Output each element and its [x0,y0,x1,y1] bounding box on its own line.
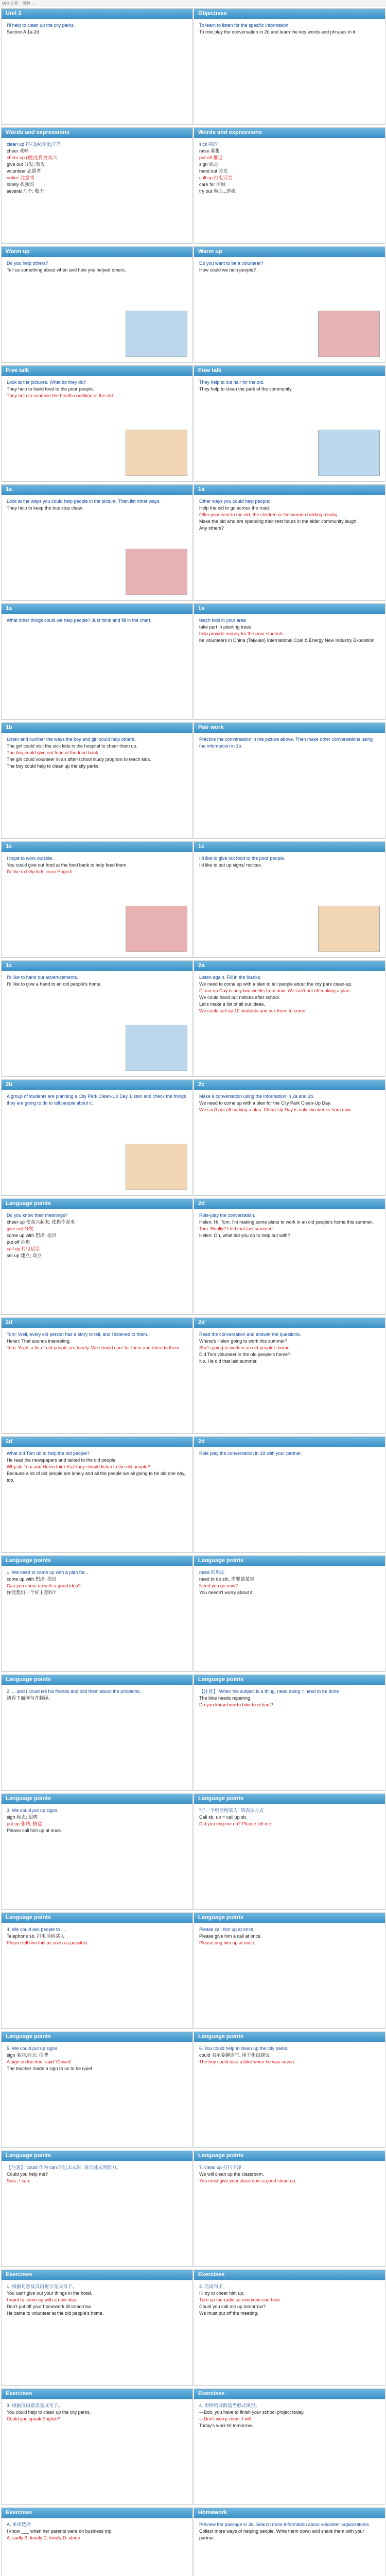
slide-body [194,733,385,753]
slide-body [2,19,192,39]
slide-text-line: could 表示委婉语气, 用于提出建议。 [199,2053,275,2058]
slide-heading: 2d [194,1199,385,1209]
slide-picture [318,430,380,476]
slide-text-line: I'd like to give out food to the poor people. [199,856,285,861]
slide-text-line: Please ring him up at once. [199,1940,256,1946]
slide-text-line: A. 单项选择 [7,2522,31,2527]
slide-text-line: —Don't worry, mum. I will. [199,2416,253,2422]
slide-text-line: To learn to listen for the specific information [199,23,289,28]
slide-text-line: Helen: Oh, what did you do to help out with? [199,1233,290,1239]
slide-text-line: Why do Tom and Helen think that they should listen to the old people? [7,1464,150,1470]
slide [194,484,385,601]
slide-body [2,1328,192,1354]
slide-text-line: help provide money for the poor students [199,631,284,637]
slide-text-line: Could you help me? [7,2172,48,2177]
slide-body [2,376,192,402]
slide-body [194,1923,385,1950]
slide-text-line: She's going to work in an old people's home. [199,1345,291,1351]
slide-text-line: We will clean up the classroom. [199,2172,264,2177]
slide-text-line: care for 照顾 [199,182,226,188]
slide-text-line: We could hand out notices after school. [199,995,280,1001]
slide-body [194,2399,385,2432]
slide-text-line: We need to come up with a plan to tell people about the city park clean-up. [199,981,353,987]
slide-text-line: put off 推迟 [199,155,223,161]
slide-picture [318,311,380,357]
slide-heading: Language points [194,1556,385,1566]
slide-body [194,1447,385,1460]
slide-text-line: They help to examine the health condition of the old. [7,393,114,399]
slide-text-line: Make a conversation using the information in 2a and 2b. [199,1094,314,1099]
slide-text-line: 请看下面例句并翻译。 [7,1696,54,1701]
slide-text-line: I want to come up with a new idea. [7,2297,78,2303]
slide-text-line: volunteer 志愿者 [7,168,41,174]
slide-body [2,1090,192,1110]
slide-text-line: 6. You could help to clean up the city parks. [199,2046,289,2051]
slide-heading: Language points [2,1675,192,1685]
slide-text-line: need to do sth. 需要做某事 [199,1577,255,1582]
slide-picture [126,311,187,357]
slide [1,1436,193,1553]
slide-body [2,2280,192,2320]
slide-text-line: teach kids in your area [199,618,246,623]
slide-text-line: give out 分发 [7,1226,34,1232]
slide-text-line: Did Tom volunteer in the old people's home? [199,1352,291,1358]
slide-body [194,614,385,647]
slide [1,2150,193,2267]
slide-text-line: A. sadly B. lonely C. lonely D. alone [7,2535,80,2541]
slide-heading: 2d [194,1318,385,1328]
slide-text-line: We need to come up with a plan for the City Park Clean-Up Day. [199,1100,331,1106]
slide-heading: 2c [194,1080,385,1090]
slide-text-line: lonely 孤独的 [7,182,34,188]
slide-body [2,733,192,773]
slide-heading: Language points [194,1913,385,1923]
slide-body [2,1804,192,1837]
slide-text-line: Please tell him this as soon as possible. [7,1940,89,1946]
slide-body [2,1447,192,1487]
slide-heading: Exercises [2,2389,192,2399]
slide-text-line: sign 名词,标志; 招牌 [7,2053,48,2058]
slide-body [194,971,385,1018]
slide-text-line: Turn up the radio so everyone can hear. [199,2297,282,2303]
slide-body [2,1209,192,1262]
slide [1,127,193,244]
slide-text-line: Make the old who are spending their rest hours in the elder community laugh. [199,519,358,524]
slide-text-line: Do you help others? [7,261,48,266]
slide-text-line: Because a lot of old people are lonely and all the people we all going to be old one day, too. [7,1471,186,1483]
slide [1,1079,193,1196]
slide-text-line: You could give out food at the food bank to help feed them. [7,862,128,868]
slide-body [2,1566,192,1599]
slide-text-line: I'll help to clean up the city parks. [7,23,75,28]
slide-heading: 1c [2,842,192,852]
slide [194,841,385,958]
slide [194,1555,385,1672]
slide-text-line: What did Tom do to help the old people? [7,1451,90,1456]
slide [194,2150,385,2267]
slide [194,1674,385,1791]
slide-body [2,971,192,991]
slide [194,1436,385,1553]
slide [194,1793,385,1910]
slide [194,127,385,244]
slide-text-line: They help to keep the bus stop clean. [7,505,84,511]
slide [1,603,193,720]
slide-body [194,1804,385,1831]
slide-heading: Pair work [194,723,385,733]
slide-heading: 1b [2,723,192,733]
slide [1,365,193,482]
slide-text-line: You can't give out your things in the hotel. [7,2291,92,2296]
slide-text-line: 5. We could put up signs. [7,2046,59,2051]
slide-heading: Words and expressions [194,128,385,138]
slide [1,1317,193,1434]
slide-text-line: Did you ring me up? Please tell me. [199,1821,273,1827]
slide-heading: 1a [194,485,385,495]
slide-text-line: sign 标志 [199,162,219,167]
slide-heading: Warm up [194,247,385,257]
slide-heading: 2d [194,1437,385,1447]
slide-text-line: The boy could help to clean up the city parks. [7,764,100,769]
slide-heading: Objectives [194,9,385,19]
slide-text-line: You must give your classroom a good clean up. [199,2178,296,2184]
slide-heading: 1c [2,961,192,971]
slide-text-line: Do you want to be a volunteer? [199,261,264,266]
slide-text-line: sign 标志; 招牌 [7,1815,38,1820]
slide-text-line: need 的用法 [199,1570,225,1575]
slide-text-line: Tom: Yeah, a lot of old people are lonely. We should care for them and listen to them. [7,1345,181,1351]
slide-body [194,2042,385,2069]
slide-text-line: You could help to clean up the city parks. [7,2410,91,2415]
slide-text-line: Other ways you could help people: [199,499,271,504]
slide-text-line: Listen and number the ways the boy and girl could help others. [7,737,136,742]
slide-picture [126,430,187,476]
slide-text-line: I hope to work outside. [7,856,54,861]
slide-text-line: Could you call me up tomorrow? [199,2304,266,2310]
slide-text-line: “打一个电话给某人” 的表达方式 [199,1808,264,1813]
slide-body [2,257,192,277]
slide-heading: Free talk [2,366,192,376]
slide-text-line: Tom: Really? I did that last summer! [199,1226,273,1232]
slide-text-line: Section A 1a-2d [7,29,40,35]
slide-heading: 2b [2,1080,192,1090]
slide-text-line: set up 建立; 设立 [7,1253,42,1259]
slide-text-line: Tom: Well, every old person has a story to tell, and I listened to them. [7,1332,148,1337]
slide-heading: Homework [194,2508,385,2518]
slide-text-line: 2. 完成句子。 [199,2284,228,2289]
slide [194,2269,385,2386]
slide-text-line: Do you know their meanings? [7,1213,68,1218]
slide-text-line: He came to volunteer at the old people's home. [7,2311,104,2316]
slide-body [2,614,192,627]
slide [194,603,385,720]
slide-text-line: be volunteers in China (Taiyuan) International Coal & Energy New Industry Exposition [199,638,375,643]
slide-text-line: I'd like to give a hand to an old people's home. [7,981,102,987]
slide-text-line: try out 参加...选拔 [199,189,236,194]
slide-heading: Exercises [194,2270,385,2280]
slide-text-line: Telephone sb. 打电话给某人 [7,1934,65,1939]
slide-heading: Free talk [194,366,385,376]
slide [194,246,385,363]
slide-text-line: give out 分发; 散发 [7,162,46,167]
slide-text-line: hand out 分发 [199,168,228,174]
slide-text-line: The teacher made a sign to us to be quiet. [7,2066,94,2072]
slide-heading: Unit 2 [2,9,192,19]
slide-heading: Language points [194,1675,385,1685]
slide-text-line: We must put off the meeting. [199,2311,258,2316]
slide [1,484,193,601]
slide-text-line: Preview the passage in 3a. Search more information about volunteer organizations. [199,2522,371,2527]
slide-body [194,376,385,396]
slide [1,1793,193,1910]
slide-text-line: Please call him up at once. [7,1828,62,1834]
slide-heading: Language points [2,1199,192,1209]
slide [194,2507,385,2576]
slide-text-line: 4. We could ask people to ... [7,1927,65,1932]
slide [194,365,385,482]
slide-heading: Language points [2,2151,192,2161]
slide [194,1912,385,2029]
slide-body [194,1209,385,1242]
slide-text-line: To role play the conversation in 2d and learn the key words and phrases in it [199,29,356,35]
slide [1,2507,193,2576]
slide-heading: Language points [194,2032,385,2042]
slide-heading: 2a [194,961,385,971]
slide-text-line: call up 打电话给 [199,175,233,181]
slide-text-line: clean up 打扫(或清除)干净 [7,142,61,147]
slide-body [194,1566,385,1599]
slide-heading: 1a [194,604,385,614]
slide-heading: Exercises [2,2508,192,2518]
slide-text-line: The boy could give out food at the food bank. [7,750,100,756]
slide-text-line: 2. ... and I could tell his friends and told them about the problems. [7,1689,141,1694]
slide-text-line: He read the newspapers and talked to the old people. [7,1458,117,1463]
slide-heading: Language points [2,1913,192,1923]
slide-text-line: Practice the conversation in the picture above. Then make other conversations using the information in 1b. [199,737,373,749]
slide-text-line: Let's make a list of all our ideas. [199,1002,265,1007]
slide-heading: Language points [194,2151,385,2161]
slide-text-line: Today's work till tomorrow. [199,2423,253,2429]
slide-heading: 2d [2,1437,192,1447]
slide [1,1912,193,2029]
slide-text-line: Can you come up with a good idea? [7,1583,81,1589]
slide-text-line: 7. clean up 打扫干净 [199,2165,242,2170]
slide-body [2,1685,192,1705]
slide-body [194,2518,385,2545]
slide-text-line: They help to cut hair for the old. [199,380,265,385]
slide [1,8,193,125]
slide-text-line: A sign on the door said 'Closed'. [7,2059,73,2065]
slide-text-line: 【注意】 When the subject is a thing, need doing = need to be done [199,1689,339,1694]
slide-text-line: 3. We could put up signs. [7,1808,59,1813]
slide-heading: Exercises [2,2270,192,2280]
slide-text-line: come up with 想出; 提出 [7,1577,57,1582]
slide [194,1079,385,1196]
slide [194,2388,385,2505]
slide-heading: Words and expressions [2,128,192,138]
slide-text-line: Read the conversation and answer the questions. [199,1332,301,1337]
slide-body [194,1685,385,1711]
slide-text-line: A group of students are planning a City Park Clean-Up Day. Listen and check the things they are going to do to tell people about it. [7,1094,186,1106]
slide-text-line: The bike needs repairing. [199,1696,252,1701]
slide-text-line: 1. We need to come up with a plan for... [7,1570,89,1575]
slide-heading: Language points [2,1556,192,1566]
slide [1,2031,193,2148]
slide-text-line: 1. 根据句意及汉语提示完成句子。 [7,2284,77,2289]
slide-text-line: The girl could volunteer in an after-school study program to teach kids. [7,757,151,762]
slide-text-line: Collect more ways of helping people. Write them down and share them with your partner. [199,2529,364,2541]
slide-text-line: No. He did that last summer. [199,1359,258,1364]
slide-text-line: 【注意】 could 作为 can 的过去式时, 表示过去的能力。 [7,2165,121,2170]
slide-heading: 2d [2,1318,192,1328]
slide-picture [126,906,187,952]
slide-text-line: I'd like to hand out advertisements. [7,975,78,980]
slide [194,722,385,839]
slide [194,2031,385,2148]
slide-text-line: —Bob, you have to finish your school project today. [199,2410,305,2415]
slide-heading: Exercises [194,2389,385,2399]
slide-text-line: sick 病的 [199,142,218,147]
slide-text-line: Where's Helen going to work this summer? [199,1338,288,1344]
slide [194,8,385,125]
slide-text-line: several 几个; 数个 [7,189,44,194]
slide-heading: 1c [194,842,385,852]
slide-body [194,138,385,198]
slide-text-line: Need you go now? [199,1583,238,1589]
slide-heading: 1a [2,604,192,614]
slide-picture [126,549,187,595]
slide-heading: Language points [194,1794,385,1804]
slide [1,246,193,363]
slide-body [194,1090,385,1116]
slide-text-line: raise 募集 [199,148,220,154]
slide [1,2388,193,2505]
slide-text-line: call up 打电话给 [7,1246,40,1252]
slide-body [194,495,385,535]
slide-heading: Language points [2,2032,192,2042]
slide [1,960,193,1077]
slide-picture [126,1025,187,1071]
top-bar-text: Unit 2 第一课时 ... [2,1,36,6]
slide-text-line: They help to clean the park of the community. [199,386,293,392]
top-bar [0,0,386,7]
slide-text-line: put off 推迟 [7,1240,30,1245]
slide [1,2269,193,2386]
slide-body [194,1328,385,1368]
slide-body [194,257,385,277]
slide-body [194,2161,385,2188]
slide [194,960,385,1077]
slide-heading: 1a [2,485,192,495]
slide-text-line: Please call him up at once. [199,1927,255,1932]
slide-text-line: What other things could we help people? Just think and fill in the chart. [7,618,152,623]
slide-text-line: Offer your seat to the old, the children or the women holding a baby. [199,512,339,518]
slide-text-line: You needn't worry about it. [199,1590,254,1596]
slide-body [194,19,385,39]
slide-body [2,2161,192,2188]
slide-text-line: 4. 用所给词的适当形式填空。 [199,2403,260,2408]
slide-text-line: Don't put off your homework till tomorrow. [7,2304,92,2310]
slide [1,1674,193,1791]
slide-heading: Warm up [2,247,192,257]
slide [1,1198,193,1315]
slide-text-line: Could you speak English? [7,2416,61,2422]
slide-text-line: I'd like to put up signs/ notices. [199,862,262,868]
slide-text-line: Tell us something about when and how you helped others. [7,267,126,273]
slide [1,722,193,839]
slide-text-line: cheer up (使)变得更高兴 [7,155,57,161]
slide-text-line: We can't put off making a plan. Clean-Up Day is only two weeks from now. [199,1107,352,1113]
slide-text-line: Please give him a call at once. [199,1934,262,1939]
slide-text-line: Sure, I can. [7,2178,31,2184]
slide-text-line: We could call up 10 students and ask them to come. [199,1008,307,1014]
slide-body [2,2399,192,2426]
slide-text-line: Helen: That sounds interesting. [7,1338,71,1344]
slide-heading: Language points [2,1794,192,1804]
slide-text-line: The girl could visit the sick kids in the hospital to cheer them up. [7,743,138,749]
slide-text-line: Helen: Hi, Tom. I'm making some plans to work in an old people's home this summer. [199,1219,373,1225]
slide-text-line: cheer up 使高兴起来; 使振作起来 [7,1219,75,1225]
slide-body [2,2518,192,2545]
slide-text-line: I know ___ when her parents were on business trip. [7,2529,113,2534]
slide-text-line: Clean-up Day is only two weeks from now. We can't put off making a plan. [199,988,351,994]
slide-body [2,495,192,515]
slide-text-line: Role-play the conversation. [199,1213,256,1218]
slide [1,1555,193,1672]
slide-text-line: Look at the ways you could help people in the picture. Then list other ways. [7,499,161,504]
slide-body [194,852,385,872]
slide-text-line: Call sb. up = call up sb. [199,1815,248,1820]
slide-text-line: notice 注意到 [7,175,34,181]
slide-text-line: 你能想出一个好主意吗? [7,1590,56,1596]
slide-body [2,2042,192,2075]
slide-text-line: 3. 根据汉语意思完成句子。 [7,2403,63,2408]
slide-text-line: The boy could take a bike when he was seven. [199,2059,295,2065]
slide-text-line: put up 张贴; 搭建 [7,1821,42,1827]
slide-text-line: Any others? [199,526,224,531]
slide-text-line: Role play the conversation in 2d with your partner. [199,1451,302,1456]
slide-body [2,138,192,198]
slide-text-line: Do you know how to bike to school? [199,1702,273,1708]
slide-text-line: Listen again. Fill in the blanks. [199,975,261,980]
slide [194,1317,385,1434]
slide-text-line: cheer 欢呼 [7,148,29,154]
slide-body [194,2280,385,2320]
slide-text-line: They help to hand food to the poor people. [7,386,94,392]
slide-text-line: How could we help people? [199,267,256,273]
slide-text-line: come up with 想出; 提出 [7,1233,57,1239]
slide-picture [126,1144,187,1190]
slide-body [2,1923,192,1950]
slide [1,841,193,958]
slide-text-line: take part in planting trees [199,624,252,630]
slide-picture [318,906,380,952]
slide-text-line: I'll try to cheer him up. [199,2291,244,2296]
slide-text-line: Look at the pictures. What do they do? [7,380,86,385]
slide [194,1198,385,1315]
slide-text-line: Help the old to go across the road. [199,505,270,511]
slide-text-line: I'd like to help kids learn English. [7,869,74,875]
slide-body [2,852,192,878]
